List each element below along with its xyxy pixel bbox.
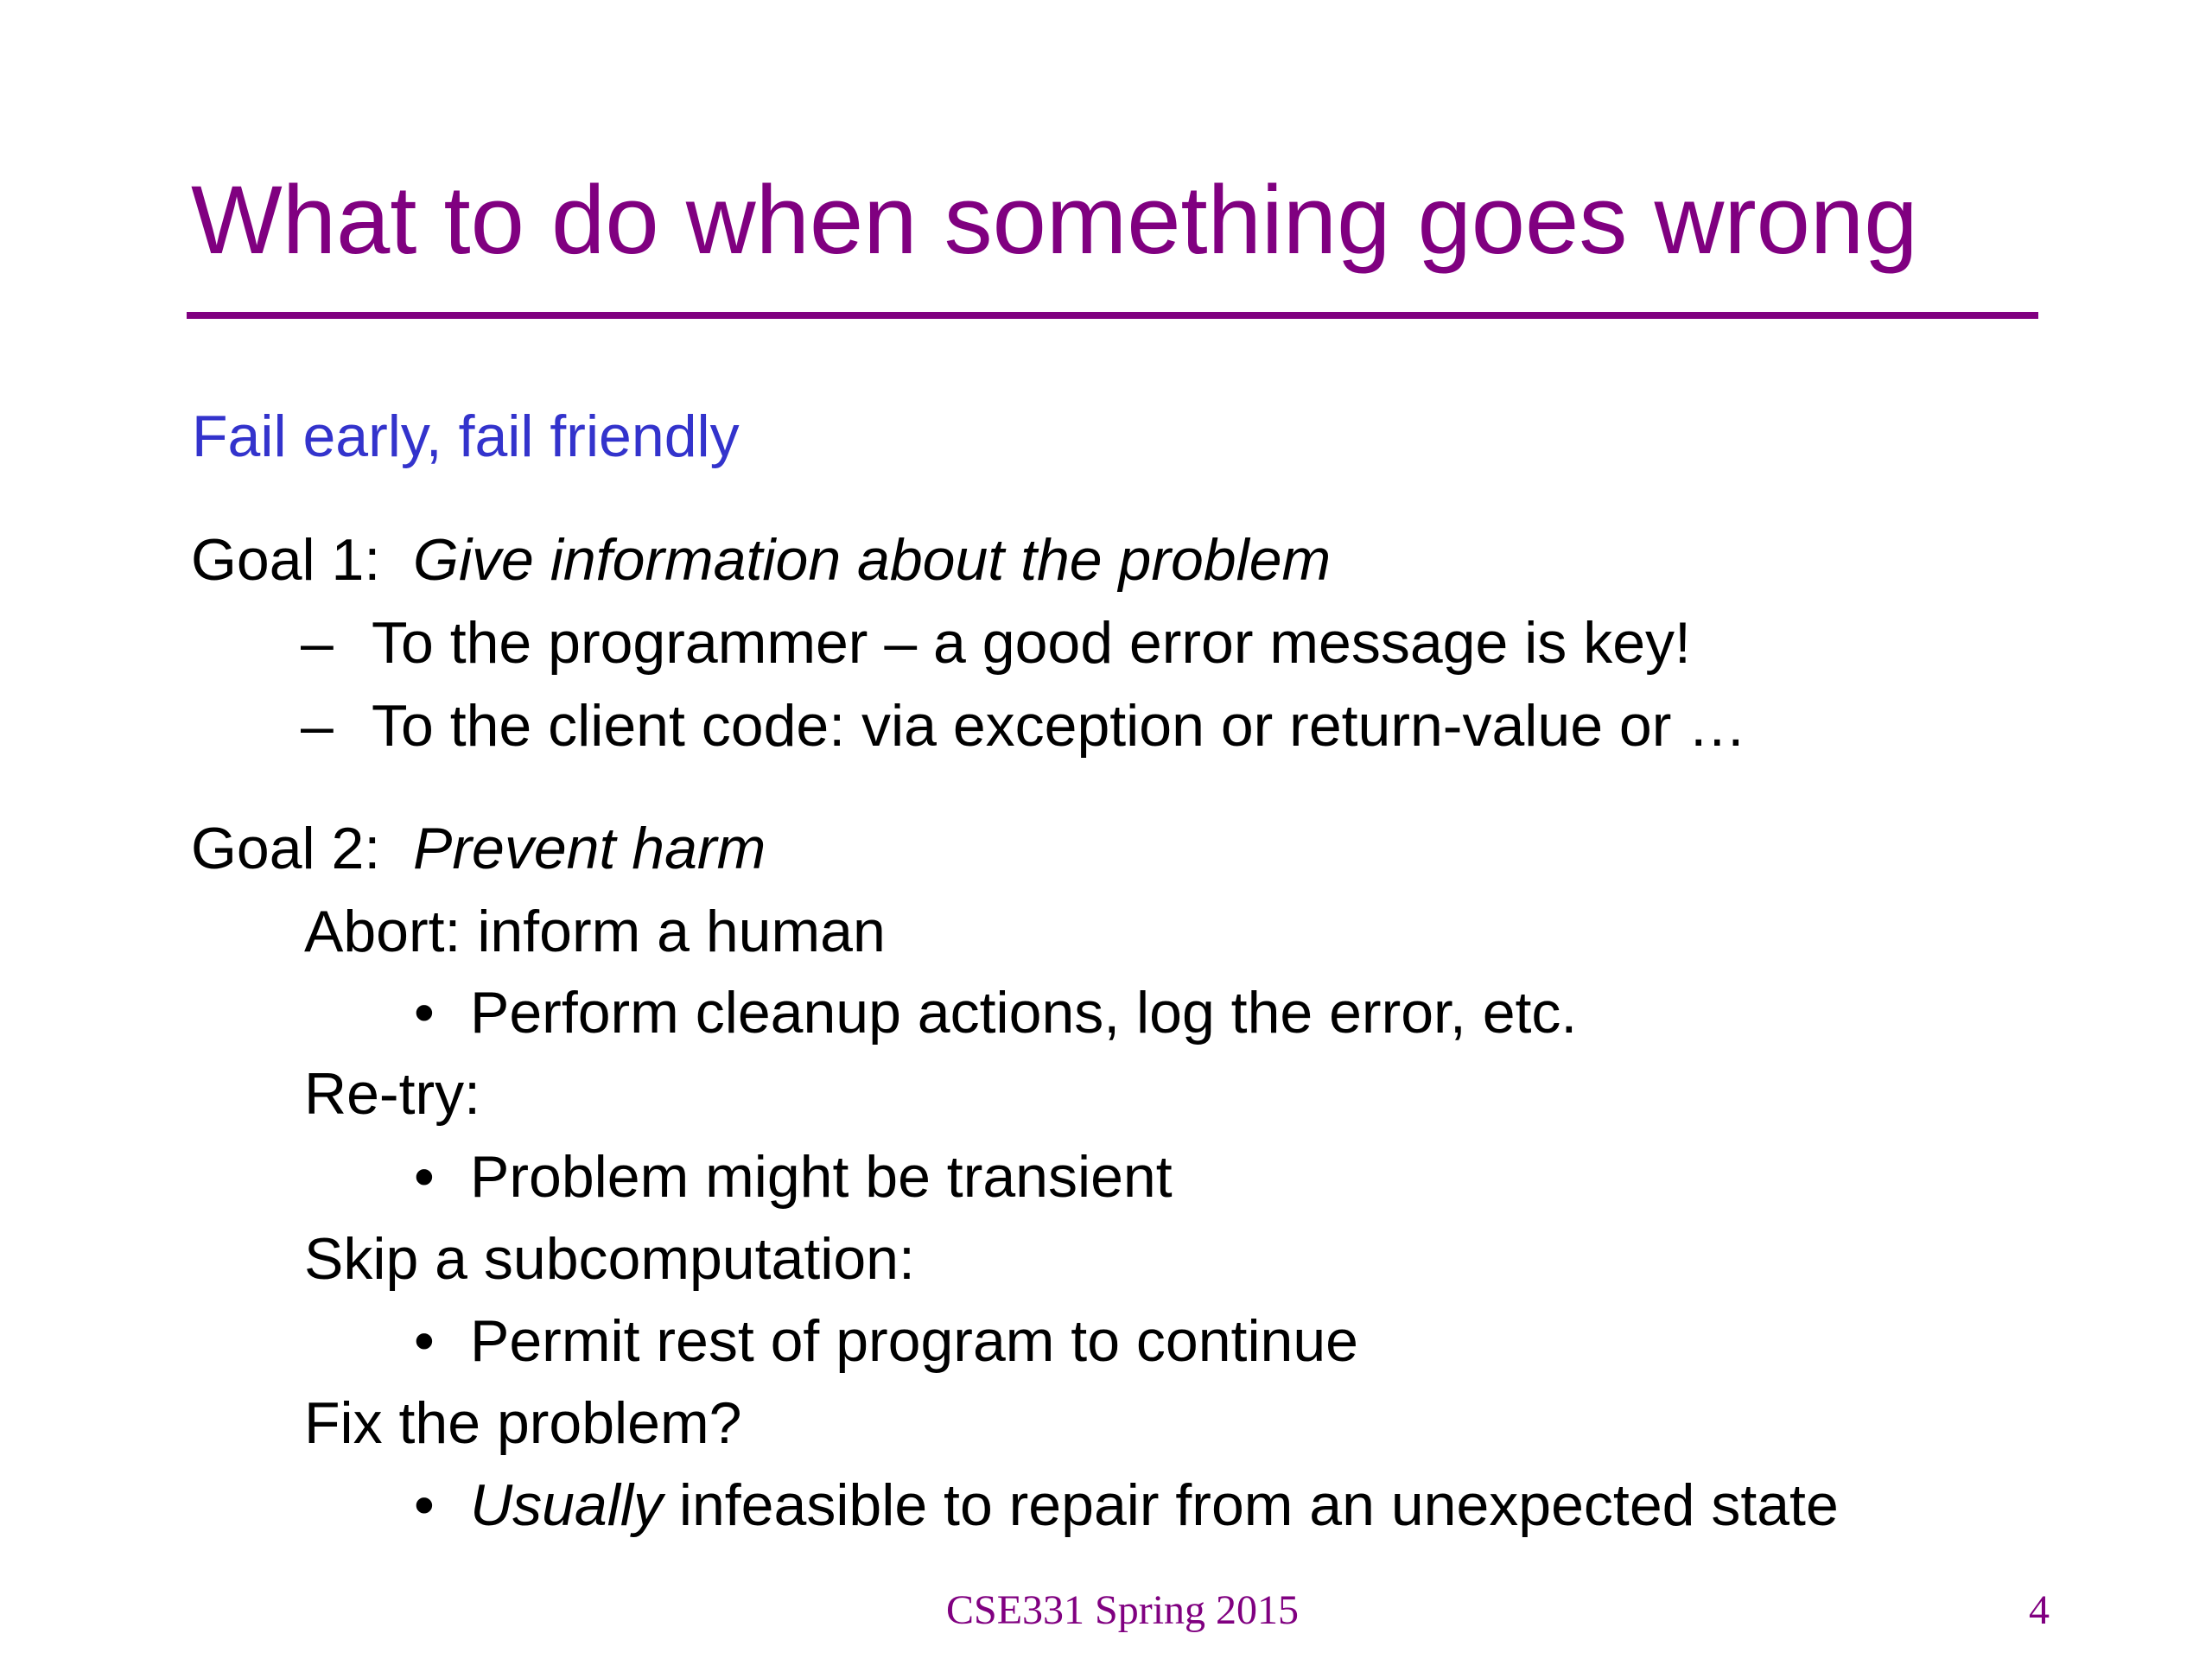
option-fix-bullet-emphasis: Usually bbox=[470, 1472, 663, 1538]
option-abort-bullet: Perform cleanup actions, log the error, etc. bbox=[470, 980, 1578, 1046]
slide-title: What to do when something goes wrong bbox=[191, 166, 1918, 274]
option-fix-bullet-rest: infeasible to repair from an unexpected state bbox=[662, 1472, 1839, 1538]
option-skip-heading: Skip a subcomputation: bbox=[304, 1226, 915, 1292]
option-retry-bullet: Problem might be transient bbox=[470, 1144, 1173, 1210]
goal-1-label: Goal 1: bbox=[191, 527, 381, 593]
goal-1-line bbox=[191, 524, 1331, 596]
goal-1-text: Give information about the problem bbox=[413, 527, 1332, 593]
dash-marker: – bbox=[301, 693, 334, 759]
footer-course: CSE331 Spring 2015 bbox=[946, 1587, 1300, 1633]
bullet-marker: • bbox=[414, 1308, 435, 1374]
bullet-marker: • bbox=[414, 1472, 435, 1538]
bullet-marker: • bbox=[414, 980, 435, 1046]
goal-1-item-client-code: To the client code: via exception or return-value or … bbox=[372, 693, 1747, 759]
footer-page-number: 4 bbox=[2029, 1587, 2050, 1633]
goal-2-line bbox=[191, 812, 766, 885]
goal-2-label: Goal 2: bbox=[191, 816, 381, 881]
goal-1-item-programmer: To the programmer – a good error message is key! bbox=[372, 610, 1691, 676]
option-abort-heading: Abort: inform a human bbox=[304, 899, 886, 964]
slide-subtitle: Fail early, fail friendly bbox=[192, 404, 740, 469]
option-skip-bullet: Permit rest of program to continue bbox=[470, 1308, 1359, 1374]
option-retry-heading: Re-try: bbox=[304, 1061, 480, 1127]
bullet-marker: • bbox=[414, 1144, 435, 1210]
option-fix-bullet bbox=[470, 1469, 1839, 1541]
goal-2-text: Prevent harm bbox=[413, 816, 766, 881]
title-underline bbox=[187, 312, 2038, 319]
dash-marker: – bbox=[301, 610, 334, 676]
option-fix-heading: Fix the problem? bbox=[304, 1390, 742, 1456]
